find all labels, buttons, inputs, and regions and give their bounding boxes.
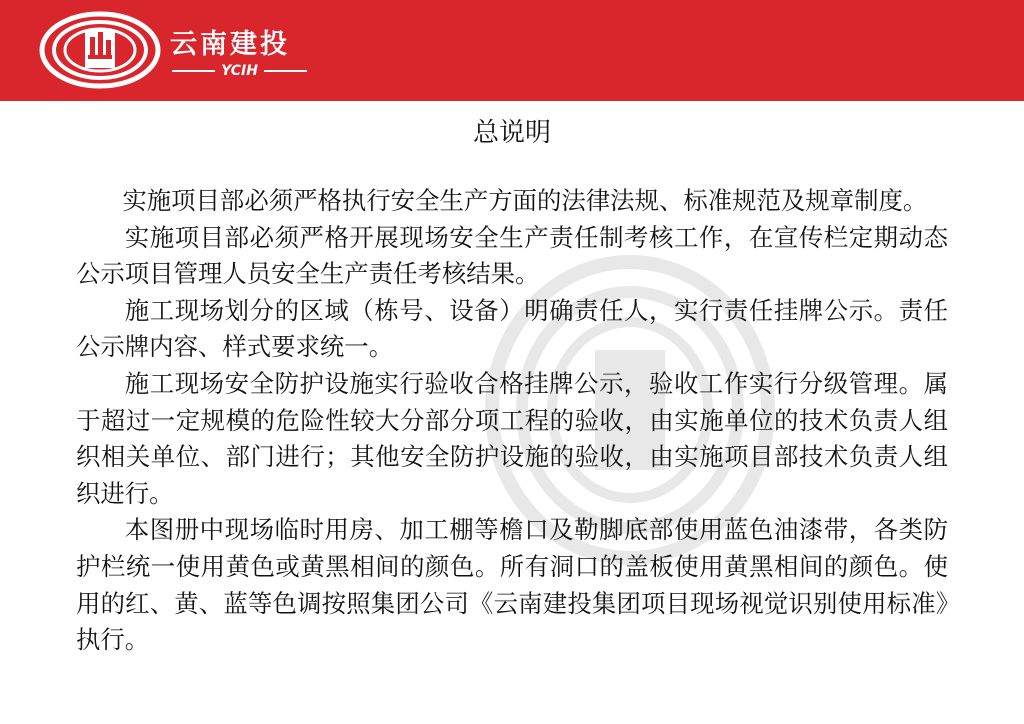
subtitle-rule-right <box>264 70 307 72</box>
paragraph-3: 施工现场划分的区域（栋号、设备）明确责任人，实行责任挂牌公示。责任公示牌内容、样式要求统一。 <box>76 295 948 362</box>
company-logo-icon <box>38 10 162 90</box>
brand-name: 云南建投 <box>170 29 290 60</box>
brand-subtitle-text: YCIH <box>221 63 258 79</box>
subtitle-rule-left <box>172 70 215 72</box>
paragraph-4: 施工现场安全防护设施实行验收合格挂牌公示，验收工作实行分级管理。属于超过一定规模的危险性较大分部分项工程的验收，由实施单位的技术负责人组织相关单位、部门进行；其他安全防护设施的验收，由实施项目部技术负责人组织进行。 <box>76 368 948 508</box>
brand-subtitle <box>172 63 307 79</box>
paragraph-2: 实施项目部必须严格开展现场安全生产责任制考核工作，在宣传栏定期动态公示项目管理人员安全生产责任考核结果。 <box>76 222 948 289</box>
document-title: 总说明 <box>472 118 551 148</box>
header-banner <box>0 0 1024 101</box>
paragraph-5: 本图册中现场临时用房、加工棚等檐口及勒脚底部使用蓝色油漆带，各类防护栏统一使用黄色或黄黑相间的颜色。所有洞口的盖板使用黄黑相间的颜色。使用的红、黄、蓝等色调按照集团公司《云南建投集团项目现场视觉识别使用标准》执行。 <box>76 515 948 655</box>
document-body <box>76 183 948 659</box>
paragraph-1: 实施项目部必须严格执行安全生产方面的法律法规、标准规范及规章制度。 <box>122 186 928 215</box>
